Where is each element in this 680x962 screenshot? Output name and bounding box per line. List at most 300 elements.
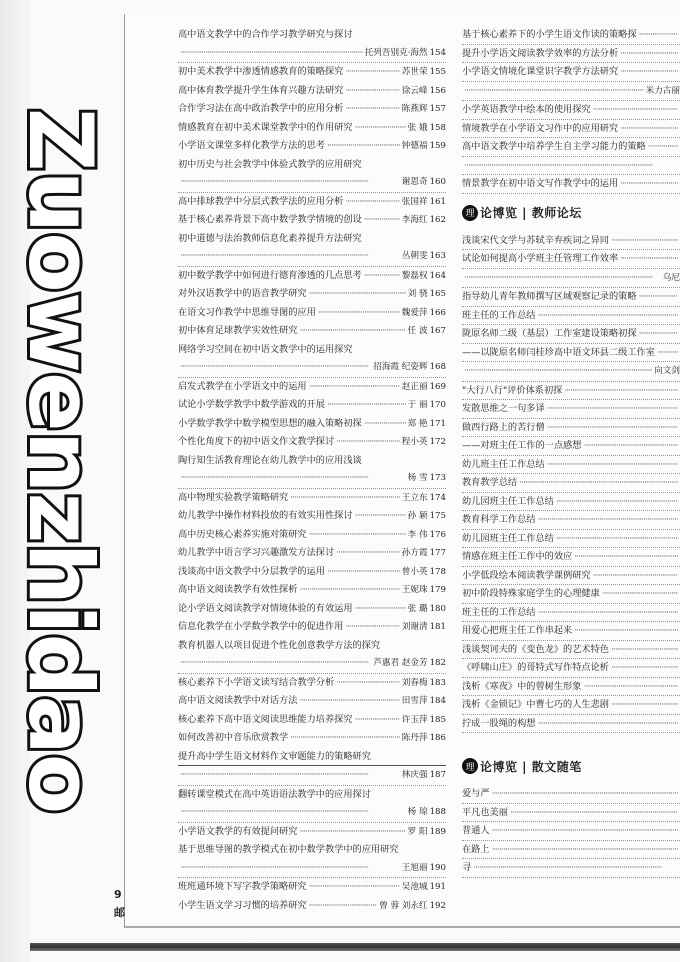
leader-dots bbox=[574, 622, 678, 640]
entry-title: 核心素养下高中语文阅读思维能力培养探究 bbox=[178, 713, 353, 725]
leader-dots bbox=[648, 138, 678, 156]
entry-author: 陈燕辉 bbox=[401, 104, 428, 114]
leader-dots bbox=[556, 530, 678, 548]
leader-dots bbox=[464, 157, 678, 175]
entry-author: 李海红 bbox=[401, 215, 428, 225]
leader-dots bbox=[556, 493, 678, 511]
entry-author: 刘春梅 bbox=[401, 677, 428, 688]
toc-entry[interactable] bbox=[178, 544, 446, 563]
entry-page: 175 bbox=[429, 511, 446, 521]
toc-entry[interactable] bbox=[462, 474, 680, 493]
entry-author: 孙 颖 bbox=[407, 511, 428, 521]
toc-entry[interactable] bbox=[178, 507, 446, 526]
bottom-left-number: 9 bbox=[114, 888, 122, 901]
toc-entry[interactable] bbox=[462, 659, 680, 678]
entry-author: 刘 骁 bbox=[407, 289, 428, 299]
entry-title: 高中历史核心素养实施对策研究 bbox=[178, 528, 307, 540]
toc-entry[interactable] bbox=[178, 618, 446, 637]
entry-author: 芦惠君 赵金芳 bbox=[373, 658, 428, 668]
entry-page: 190 bbox=[429, 862, 446, 873]
toc-entry[interactable] bbox=[462, 604, 680, 623]
entry-title: 网络学习空间在初中语文教学中的运用探究 bbox=[178, 343, 353, 355]
leader-dots bbox=[620, 120, 678, 138]
toc-entry[interactable] bbox=[178, 581, 446, 600]
entry-title: 用爱心把班主任工作串起来 bbox=[462, 625, 573, 636]
entry-author: 吴池城 bbox=[401, 882, 428, 892]
leader-dots bbox=[538, 307, 679, 325]
entry-author: 任 波 bbox=[407, 326, 428, 336]
leader-dots bbox=[611, 232, 678, 250]
toc-entry[interactable] bbox=[178, 137, 446, 156]
toc-entry[interactable] bbox=[178, 692, 446, 711]
toc-entry[interactable] bbox=[178, 322, 446, 341]
entry-title: 基于思维导图的教学模式在初中数学教学中的应用研究 bbox=[178, 844, 399, 855]
toc-entry[interactable] bbox=[462, 622, 680, 641]
leader-dots bbox=[309, 897, 378, 915]
leader-dots bbox=[355, 507, 406, 525]
entry-title: 做西行路上的苦行僧 bbox=[462, 421, 545, 433]
toc-entry[interactable] bbox=[462, 344, 680, 363]
entry-page: 161 bbox=[429, 196, 446, 207]
toc-entry[interactable] bbox=[178, 396, 446, 415]
toc-entry[interactable] bbox=[462, 307, 680, 326]
leader-dots bbox=[574, 548, 678, 566]
toc-entry[interactable] bbox=[462, 822, 680, 841]
toc-entry[interactable] bbox=[462, 26, 680, 45]
entry-title: 基于核心素养下的小学生语文作读的策略探 bbox=[462, 29, 637, 40]
entry-page: 174 bbox=[429, 492, 446, 503]
entry-page: 187 bbox=[429, 770, 446, 780]
entry-title: 浅析《金锁记》中曹七巧的人生悲剧 bbox=[462, 699, 609, 710]
toc-right-column bbox=[462, 26, 680, 878]
toc-entry[interactable] bbox=[178, 489, 446, 508]
entry-author: 杨 琼 bbox=[407, 807, 428, 817]
entry-title: 浅析《寒夜》中的曾树生形象 bbox=[462, 680, 582, 692]
leader-dots bbox=[290, 489, 400, 507]
toc-entry[interactable] bbox=[178, 637, 446, 674]
leader-dots bbox=[180, 44, 363, 62]
leader-dots bbox=[336, 674, 400, 692]
leader-dots bbox=[327, 563, 400, 581]
entry-author: 曾小英 bbox=[401, 566, 428, 577]
entry-author: 向文剑 bbox=[654, 366, 680, 376]
toc-entry[interactable] bbox=[462, 63, 680, 82]
magazine-vertical-title bbox=[2, 80, 120, 840]
entry-page: 165 bbox=[429, 289, 446, 299]
entry-title: 小学语文情境化课堂识字教学方法研究 bbox=[462, 66, 619, 77]
entry-title: 在语文习作教学中思维导图的应用 bbox=[178, 306, 316, 318]
entry-title: 寻 bbox=[462, 862, 472, 873]
entry-page: 158 bbox=[429, 122, 446, 133]
entry-author: 郑 艳 bbox=[407, 418, 428, 429]
entry-author: 田雪萍 bbox=[401, 696, 428, 706]
entry-title: 个性化角度下的初中语文作文教学探讨 bbox=[178, 436, 335, 447]
entry-page: 177 bbox=[429, 548, 446, 558]
leader-dots bbox=[327, 396, 406, 414]
leader-dots bbox=[538, 715, 679, 733]
toc-entry[interactable] bbox=[462, 288, 680, 307]
toc-entry[interactable] bbox=[178, 267, 446, 286]
entry-author: 刘谢清 bbox=[401, 622, 428, 632]
entry-author: 徐云峰 bbox=[401, 85, 428, 96]
leader-dots bbox=[611, 641, 678, 659]
toc-entry[interactable] bbox=[462, 585, 680, 604]
toc-entry[interactable] bbox=[462, 567, 680, 586]
leader-dots bbox=[180, 173, 400, 191]
leader-dots bbox=[538, 604, 679, 622]
leader-dots bbox=[290, 729, 400, 747]
leader-dots bbox=[593, 567, 678, 585]
toc-entry[interactable] bbox=[178, 82, 446, 101]
toc-entry[interactable] bbox=[178, 341, 446, 378]
entry-page: 169 bbox=[429, 381, 446, 392]
entry-title: 浅谈契诃夫的《变色龙》的艺术特色 bbox=[462, 643, 609, 655]
toc-entry[interactable] bbox=[462, 120, 680, 139]
leader-dots bbox=[355, 119, 406, 137]
entry-page: 156 bbox=[429, 85, 446, 96]
toc-entry[interactable] bbox=[462, 437, 680, 456]
toc-entry[interactable] bbox=[178, 433, 446, 452]
leader-dots bbox=[180, 766, 400, 784]
leader-dots bbox=[583, 437, 678, 455]
entry-title: 小学语文课堂多样化教学方法的思考 bbox=[178, 140, 325, 151]
leader-dots bbox=[564, 382, 678, 400]
leader-dots bbox=[547, 419, 678, 437]
leader-dots bbox=[336, 544, 400, 562]
toc-entry[interactable] bbox=[178, 285, 446, 304]
toc-entry[interactable] bbox=[462, 678, 680, 697]
toc-entry[interactable] bbox=[178, 230, 446, 267]
leader-dots bbox=[657, 344, 678, 362]
toc-entry[interactable] bbox=[178, 63, 446, 82]
leader-dots bbox=[299, 692, 399, 710]
toc-entry[interactable] bbox=[462, 232, 680, 251]
entry-page: 178 bbox=[429, 566, 446, 577]
toc-entry[interactable] bbox=[462, 382, 680, 401]
toc-entry[interactable] bbox=[178, 674, 446, 693]
entry-title: 幼儿教学中语言学习兴趣激发方法探讨 bbox=[178, 547, 335, 558]
toc-entry[interactable] bbox=[462, 325, 680, 344]
entry-page: 179 bbox=[429, 585, 446, 595]
entry-title: 试论如何提高小学班主任管理工作效率 bbox=[462, 253, 619, 264]
toc-entry[interactable] bbox=[462, 859, 680, 878]
entry-title: 小学英语教学中绘本的使用探究 bbox=[462, 104, 591, 115]
entry-title: 班主任的工作总结 bbox=[462, 606, 536, 618]
entry-title: 基于核心素养背景下高中数学教学情境的创设 bbox=[178, 214, 362, 225]
leader-dots bbox=[345, 82, 399, 100]
entry-page: 186 bbox=[429, 733, 446, 743]
entry-title: 启发式教学在小学语文中的运用 bbox=[178, 380, 307, 392]
entry-page: 162 bbox=[429, 215, 446, 225]
toc-entry[interactable] bbox=[178, 193, 446, 212]
entry-author: 曾 蓉 刘永红 bbox=[379, 900, 428, 911]
entry-page: 160 bbox=[429, 177, 446, 187]
entry-title: 高中物理实验教学策略研究 bbox=[178, 491, 289, 503]
toc-entry[interactable] bbox=[178, 878, 446, 897]
leader-dots bbox=[473, 859, 678, 877]
entry-title: 初中数学教学中如何进行德育渗透的几点思考 bbox=[178, 269, 362, 281]
leader-dots bbox=[180, 803, 406, 821]
entry-page: 188 bbox=[429, 807, 446, 817]
leader-dots bbox=[364, 267, 400, 285]
toc-entry[interactable] bbox=[178, 711, 446, 730]
toc-entry[interactable] bbox=[178, 563, 446, 582]
toc-entry[interactable] bbox=[462, 250, 680, 269]
leader-dots bbox=[345, 193, 399, 211]
leader-dots bbox=[299, 581, 399, 599]
toc-entry[interactable] bbox=[178, 304, 446, 323]
toc-entry[interactable] bbox=[178, 211, 446, 230]
section-badge-icon: 理 bbox=[462, 205, 478, 221]
leader-dots bbox=[620, 63, 678, 81]
entry-title: 合作学习法在高中政治教学中的应用分析 bbox=[178, 103, 344, 114]
entry-title: 情感教育在初中美术课堂教学中的作用研究 bbox=[178, 121, 353, 133]
toc-entry[interactable] bbox=[178, 119, 446, 138]
entry-author: 于 丽 bbox=[407, 400, 428, 410]
toc-entry[interactable] bbox=[462, 45, 680, 64]
leader-dots bbox=[180, 654, 371, 672]
toc-entry[interactable] bbox=[462, 641, 680, 660]
entry-title: 小学语文教学的有效提问研究 bbox=[178, 825, 298, 837]
entry-title: 教育教学总结 bbox=[462, 477, 518, 488]
entry-title: 对外汉语教学中的语音教学研究 bbox=[178, 288, 307, 299]
leader-dots bbox=[492, 822, 678, 840]
entry-author: 孙方霞 bbox=[401, 548, 428, 558]
entry-author: 钟德福 bbox=[401, 141, 428, 151]
leader-dots bbox=[180, 358, 371, 376]
toc-entry[interactable] bbox=[178, 526, 446, 545]
toc-entry[interactable] bbox=[462, 269, 680, 289]
entry-title: 教育机器人以项目促进个性化创意教学方法的探究 bbox=[178, 639, 381, 651]
entry-page: 189 bbox=[429, 826, 446, 837]
entry-title: ——以陇原名师闫桂珍高中语文环县二级工作室 bbox=[462, 346, 655, 358]
leader-dots bbox=[309, 526, 406, 544]
toc-entry[interactable] bbox=[178, 841, 446, 878]
entry-title: 班班通环境下写字教学策略研究 bbox=[178, 881, 307, 892]
entry-title: ——对班主任工作的一点感想 bbox=[462, 440, 582, 451]
section-spacer bbox=[462, 733, 680, 747]
leader-dots bbox=[547, 400, 678, 418]
entry-title: 初中阶段特殊家庭学生的心理健康 bbox=[462, 588, 600, 599]
leader-dots bbox=[620, 250, 678, 268]
toc-entry[interactable] bbox=[462, 511, 680, 530]
toc-entry[interactable] bbox=[178, 748, 446, 786]
toc-entry[interactable] bbox=[462, 715, 680, 734]
entry-title: 陶行知生活教育理论在幼儿教学中的应用浅谈 bbox=[178, 454, 362, 466]
entry-title: 小学生语文学习习惯的培养研究 bbox=[178, 899, 307, 911]
leader-dots bbox=[611, 659, 678, 677]
entry-title: 如何改善初中音乐欣赏教学 bbox=[178, 732, 289, 743]
toc-entry[interactable] bbox=[178, 786, 446, 823]
entry-page: 191 bbox=[429, 882, 446, 892]
section-heading bbox=[462, 751, 680, 781]
toc-entry[interactable] bbox=[462, 493, 680, 512]
leader-dots bbox=[345, 63, 399, 81]
section-title: 论博览 | 散文随笔 bbox=[480, 759, 582, 774]
entry-author: 张国祥 bbox=[401, 196, 428, 207]
toc-entry[interactable] bbox=[178, 823, 446, 842]
toc-entry[interactable] bbox=[462, 362, 680, 382]
leader-dots bbox=[180, 469, 406, 487]
entry-author: 赵正丽 bbox=[401, 381, 428, 392]
entry-page: 181 bbox=[429, 622, 446, 632]
leader-dots bbox=[327, 137, 400, 155]
entry-page: 171 bbox=[429, 418, 446, 429]
entry-title: 初中美术教学中渗透情感教育的策略探究 bbox=[178, 66, 344, 77]
toc-entry[interactable] bbox=[462, 157, 680, 176]
toc-entry[interactable] bbox=[178, 100, 446, 119]
toc-entry[interactable] bbox=[462, 456, 680, 475]
leader-dots bbox=[299, 823, 405, 841]
leader-dots bbox=[345, 100, 399, 118]
entry-page: 154 bbox=[429, 47, 446, 58]
entry-page: 170 bbox=[429, 400, 446, 410]
leader-dots bbox=[299, 322, 405, 340]
entry-title: 爱与严 bbox=[462, 788, 490, 799]
bottom-left-char: 邮 bbox=[114, 906, 125, 919]
entry-title: 高中语文教学中培养学生自主学习能力的策略 bbox=[462, 141, 646, 152]
leader-dots bbox=[318, 304, 400, 322]
entry-page: 172 bbox=[429, 437, 446, 447]
entry-title: 教育科学工作总结 bbox=[462, 514, 536, 525]
entry-title: 情境教学在小学语文习作中的应用研究 bbox=[462, 122, 619, 134]
entry-author: 林庆强 bbox=[401, 770, 428, 780]
entry-page: 184 bbox=[429, 696, 446, 706]
toc-entry[interactable] bbox=[462, 419, 680, 438]
entry-author: 许玉萍 bbox=[401, 714, 428, 725]
entry-author: 招海霞 纪姿辉 bbox=[373, 362, 428, 372]
entry-title: 信息化教学在小学数学教学中的促进作用 bbox=[178, 621, 344, 632]
toc-entry[interactable] bbox=[178, 729, 446, 748]
leader-dots bbox=[639, 26, 678, 44]
toc-entry[interactable] bbox=[178, 415, 446, 434]
leader-dots bbox=[464, 362, 652, 380]
entry-author: 杨 雪 bbox=[407, 473, 428, 483]
entry-page: 166 bbox=[429, 307, 446, 318]
entry-page: 183 bbox=[429, 677, 446, 688]
entry-title: 初中道德与法治教师信息化素养提升方法研究 bbox=[178, 232, 362, 244]
leader-dots bbox=[519, 474, 678, 492]
entry-author: 李 伟 bbox=[407, 529, 428, 540]
toc-entry[interactable] bbox=[462, 138, 680, 157]
leader-dots bbox=[364, 415, 406, 433]
leader-dots bbox=[309, 878, 400, 896]
leader-dots bbox=[639, 325, 678, 343]
section-title: 论博览 | 教师论坛 bbox=[480, 206, 582, 220]
toc-entry[interactable] bbox=[462, 101, 680, 120]
entry-page: 176 bbox=[429, 529, 446, 540]
bottom-scan-rule bbox=[30, 943, 680, 951]
entry-page: 192 bbox=[429, 900, 446, 911]
entry-author: 乌尼 bbox=[662, 272, 680, 283]
entry-title: 幼儿园班主任工作总结 bbox=[462, 532, 554, 544]
toc-entry[interactable] bbox=[178, 897, 446, 916]
leader-dots bbox=[180, 247, 400, 265]
entry-title: 高中体育教学提升学生体育兴趣方法研究 bbox=[178, 84, 344, 96]
entry-page: 167 bbox=[429, 326, 446, 336]
leader-dots bbox=[547, 456, 678, 474]
entry-title: 在路上 bbox=[462, 843, 490, 855]
leader-dots bbox=[355, 600, 406, 618]
leader-dots bbox=[180, 859, 400, 877]
leader-dots bbox=[620, 175, 678, 193]
entry-title: 情感在班主任工作中的效应 bbox=[462, 551, 573, 562]
entry-title: 提升高中学生语文材料作文审题能力的策略研究 bbox=[178, 750, 371, 762]
entry-author: 苏世荣 bbox=[401, 67, 428, 77]
toc-entry[interactable] bbox=[462, 696, 680, 715]
section-heading bbox=[462, 198, 680, 228]
toc-entry[interactable] bbox=[462, 530, 680, 549]
entry-title: 幼儿园班主任工作总结 bbox=[462, 495, 554, 507]
leader-dots bbox=[336, 433, 400, 451]
entry-title: 小学数学教学中数学模型思想的融入策略初探 bbox=[178, 417, 362, 429]
leader-dots bbox=[364, 211, 400, 229]
toc-entry[interactable] bbox=[178, 452, 446, 489]
toc-entry[interactable] bbox=[462, 175, 680, 194]
entry-author: 程小英 bbox=[401, 437, 428, 447]
toc-entry[interactable] bbox=[178, 600, 446, 619]
entry-title: 拧成一股绳的构想 bbox=[462, 717, 536, 729]
entry-page: 159 bbox=[429, 141, 446, 151]
leader-dots bbox=[492, 785, 678, 803]
entry-author: 王妮珠 bbox=[401, 585, 428, 595]
entry-title: 陇原名师二级（基层）工作室建设策略初探 bbox=[462, 328, 637, 339]
entry-title: 幼儿班主任工作总结 bbox=[462, 458, 545, 470]
entry-title: 论小学语文阅读教学对情境体验的有效运用 bbox=[178, 602, 353, 614]
entry-page: 185 bbox=[429, 714, 446, 725]
entry-title: 小学低段绘本阅读教学课例研究 bbox=[462, 569, 591, 581]
toc-entry[interactable] bbox=[462, 785, 680, 804]
entry-page: 180 bbox=[429, 603, 446, 614]
toc-entry[interactable] bbox=[462, 804, 680, 823]
toc-entry[interactable] bbox=[462, 400, 680, 419]
entry-title: 初中体育足球教学实效性研究 bbox=[178, 325, 298, 336]
entry-page: 157 bbox=[429, 104, 446, 114]
entry-author: 张 璐 bbox=[407, 603, 428, 614]
toc-entry[interactable] bbox=[178, 378, 446, 397]
entry-title: "大行八行"评价体系初探 bbox=[462, 384, 563, 396]
toc-entry[interactable] bbox=[178, 156, 446, 193]
entry-title: 普通人 bbox=[462, 825, 490, 836]
toc-entry[interactable] bbox=[462, 82, 680, 102]
entry-title: 高中语文阅读教学有效性探析 bbox=[178, 584, 298, 595]
leader-dots bbox=[620, 45, 678, 63]
entry-author: 黎磊权 bbox=[401, 270, 428, 281]
leader-dots bbox=[464, 269, 661, 287]
entry-page: 182 bbox=[429, 658, 446, 668]
entry-author: 王立东 bbox=[401, 492, 428, 503]
entry-page: 173 bbox=[429, 473, 446, 483]
toc-entry[interactable] bbox=[462, 841, 680, 860]
entry-page: 163 bbox=[429, 251, 446, 261]
entry-title: 《呼啸山庄》的哥特式写作特点论析 bbox=[462, 662, 609, 673]
leader-dots bbox=[639, 288, 678, 306]
entry-title: 核心素养下小学语文读写结合教学分析 bbox=[178, 676, 335, 688]
toc-left-column bbox=[178, 26, 446, 915]
entry-author: 丛朝雯 bbox=[401, 251, 428, 261]
leader-dots bbox=[464, 82, 644, 100]
leader-dots bbox=[611, 696, 678, 714]
entry-author: 谢恩奇 bbox=[401, 177, 428, 187]
entry-author: 罗 阳 bbox=[407, 826, 428, 837]
toc-entry[interactable] bbox=[462, 548, 680, 567]
entry-title: 指导幼儿青年教师撰写区域观察记录的策略 bbox=[462, 291, 637, 302]
entry-title: 情景教学在初中语文写作教学中的运用 bbox=[462, 178, 619, 189]
entry-page: 164 bbox=[429, 270, 446, 281]
entry-author: 米力古丽 bbox=[645, 85, 680, 96]
toc-entry[interactable] bbox=[178, 26, 446, 63]
leader-dots bbox=[309, 285, 406, 303]
